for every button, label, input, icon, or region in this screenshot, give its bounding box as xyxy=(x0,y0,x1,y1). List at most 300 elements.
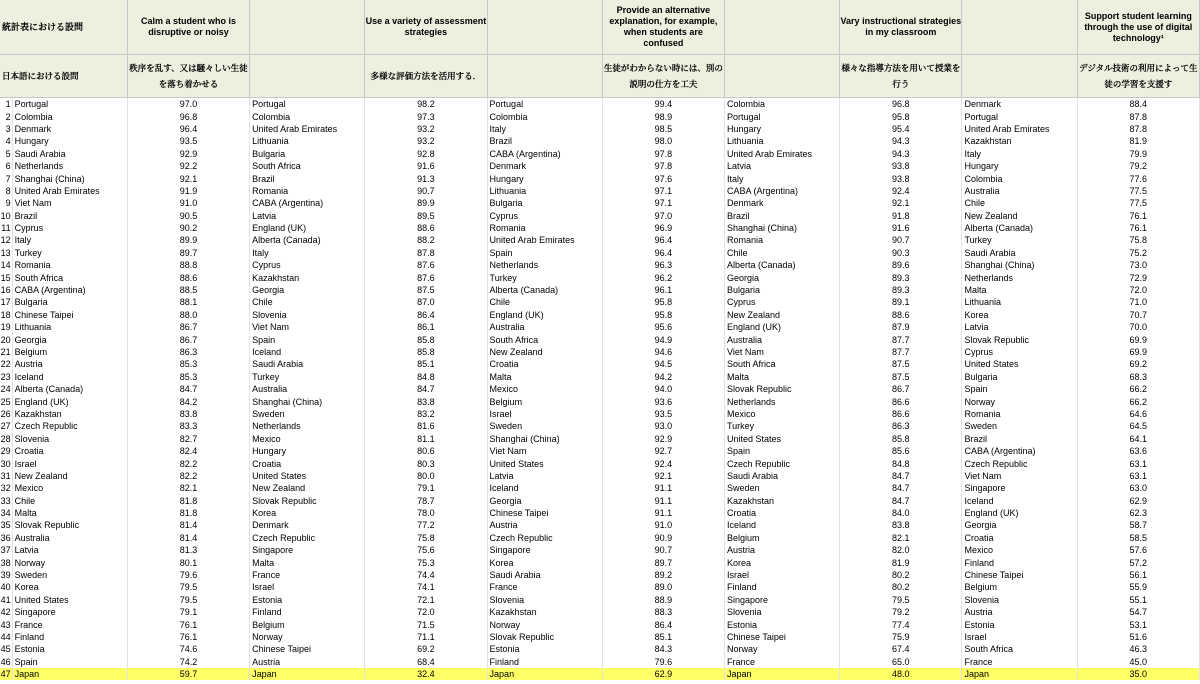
country-cell: Italy xyxy=(487,123,602,135)
percentage-cell: 84.7 xyxy=(365,383,487,395)
table-row xyxy=(0,110,1200,122)
percentage-cell: 89.7 xyxy=(127,247,249,259)
rank-number: 3 xyxy=(0,123,12,135)
country-cell: Turkey xyxy=(962,234,1077,246)
country-cell: Austria xyxy=(487,519,602,531)
country-cell: Colombia xyxy=(487,110,602,122)
table-row xyxy=(0,433,1200,445)
percentage-cell: 91.1 xyxy=(602,495,724,507)
percentage-cell: 68.3 xyxy=(1077,371,1199,383)
country-cell: United Arab Emirates xyxy=(487,234,602,246)
country-cell: Slovak Republic xyxy=(487,631,602,643)
percentage-cell: 89.1 xyxy=(840,296,962,308)
table-row xyxy=(0,383,1200,395)
percentage-cell: 97.6 xyxy=(602,172,724,184)
percentage-cell: 80.1 xyxy=(127,556,249,568)
percentage-cell: 96.4 xyxy=(602,234,724,246)
percentage-cell: 54.7 xyxy=(1077,606,1199,618)
percentage-cell: 96.8 xyxy=(127,110,249,122)
percentage-cell: 81.6 xyxy=(365,420,487,432)
country-cell: United Arab Emirates xyxy=(250,123,365,135)
percentage-cell: 85.1 xyxy=(602,631,724,643)
country-cell: Iceland xyxy=(250,346,365,358)
percentage-cell: 79.5 xyxy=(127,594,249,606)
country-cell: Kazakhstan xyxy=(487,606,602,618)
rank-number: 44 xyxy=(0,631,11,642)
percentage-cell: 66.2 xyxy=(1077,383,1199,395)
country-cell: Korea xyxy=(487,556,602,568)
country-cell: Alberta (Canada) xyxy=(250,234,365,246)
country-cell: Spain xyxy=(487,247,602,259)
country-cell: Malta xyxy=(962,284,1077,296)
percentage-cell: 93.5 xyxy=(602,408,724,420)
percentage-cell: 86.3 xyxy=(840,420,962,432)
rank-number: 41 xyxy=(0,594,11,605)
rank-number: 2 xyxy=(0,110,12,122)
table-row xyxy=(0,482,1200,494)
country-cell: Kazakhstan xyxy=(12,408,127,420)
header-assessment-en: Use a variety of assessment strategies xyxy=(365,0,487,55)
table-row xyxy=(0,247,1200,259)
percentage-cell: 62.9 xyxy=(602,668,724,680)
percentage-cell: 98.9 xyxy=(602,110,724,122)
percentage-cell: 90.7 xyxy=(840,234,962,246)
country-cell: Iceland xyxy=(487,482,602,494)
percentage-cell: 88.6 xyxy=(365,222,487,234)
rank-number: 17 xyxy=(0,297,11,308)
percentage-cell: 86.7 xyxy=(840,383,962,395)
percentage-cell: 92.4 xyxy=(602,457,724,469)
country-cell: Romania xyxy=(725,234,840,246)
country-cell: Singapore xyxy=(725,594,840,606)
country-cell: Viet Nam xyxy=(487,445,602,457)
percentage-cell: 78.0 xyxy=(365,507,487,519)
percentage-cell: 92.4 xyxy=(840,185,962,197)
header-alternative-explanation-ja: 生徒がわからない時には、別の説明の仕方を工夫 xyxy=(602,55,724,98)
percentage-cell: 92.1 xyxy=(840,197,962,209)
country-cell: Sweden xyxy=(962,420,1077,432)
table-row xyxy=(0,271,1200,283)
rank-number: 34 xyxy=(0,508,11,519)
country-cell: Czech Republic xyxy=(962,457,1077,469)
rank-number: 5 xyxy=(0,148,12,160)
country-cell: Spain xyxy=(250,333,365,345)
percentage-cell: 79.2 xyxy=(1077,160,1199,172)
table-row xyxy=(0,371,1200,383)
country-cell: Turkey xyxy=(250,371,365,383)
rank-number: 28 xyxy=(0,433,11,444)
rank-number: 14 xyxy=(0,260,11,271)
country-cell: Malta xyxy=(250,556,365,568)
country-cell: Chile xyxy=(962,197,1077,209)
country-cell: Lithuania xyxy=(487,185,602,197)
country-cell: CABA (Argentina) xyxy=(962,445,1077,457)
country-cell: England (UK) xyxy=(487,309,602,321)
rank-number: 9 xyxy=(0,197,12,209)
country-cell: Romania xyxy=(12,259,127,271)
country-cell: England (UK) xyxy=(725,321,840,333)
country-cell: Australia xyxy=(250,383,365,395)
country-cell: Malta xyxy=(725,371,840,383)
percentage-cell: 81.1 xyxy=(365,433,487,445)
rank-number: 20 xyxy=(0,334,11,345)
country-cell: Iceland xyxy=(725,519,840,531)
percentage-cell: 62.9 xyxy=(1077,495,1199,507)
percentage-cell: 94.3 xyxy=(840,135,962,147)
rank-number: 25 xyxy=(0,396,11,407)
country-cell: Latvia xyxy=(250,210,365,222)
percentage-cell: 77.6 xyxy=(1077,172,1199,184)
table-row-highlighted xyxy=(0,668,1200,680)
country-cell: Norway xyxy=(725,643,840,655)
rank-number: 8 xyxy=(0,185,12,197)
percentage-cell: 91.0 xyxy=(127,197,249,209)
table-row xyxy=(0,643,1200,655)
percentage-cell: 57.2 xyxy=(1077,556,1199,568)
country-cell: Hungary xyxy=(12,135,127,147)
percentage-cell: 77.5 xyxy=(1077,197,1199,209)
country-cell: Italy xyxy=(12,234,127,246)
rank-number: 26 xyxy=(0,408,11,419)
percentage-cell: 93.2 xyxy=(365,135,487,147)
percentage-cell: 96.4 xyxy=(127,123,249,135)
country-cell: Australia xyxy=(962,185,1077,197)
percentage-cell: 94.0 xyxy=(602,383,724,395)
country-cell: Portugal xyxy=(725,110,840,122)
country-cell: Lithuania xyxy=(962,296,1077,308)
country-cell: Iceland xyxy=(962,495,1077,507)
percentage-cell: 46.3 xyxy=(1077,643,1199,655)
country-cell: Kazakhstan xyxy=(962,135,1077,147)
percentage-cell: 89.0 xyxy=(602,581,724,593)
percentage-cell: 91.0 xyxy=(602,519,724,531)
country-cell: Viet Nam xyxy=(250,321,365,333)
country-cell: Japan xyxy=(250,668,365,680)
country-cell: England (UK) xyxy=(962,507,1077,519)
country-cell: Chinese Taipei xyxy=(725,631,840,643)
table-row xyxy=(0,321,1200,333)
percentage-cell: 48.0 xyxy=(840,668,962,680)
country-cell: Cyprus xyxy=(725,296,840,308)
percentage-cell: 79.2 xyxy=(840,606,962,618)
rank-number: 42 xyxy=(0,607,11,618)
rank-number: 47 xyxy=(0,669,11,680)
country-cell: Chile xyxy=(12,495,127,507)
percentage-cell: 86.4 xyxy=(365,309,487,321)
percentage-cell: 86.7 xyxy=(127,321,249,333)
percentage-cell: 75.8 xyxy=(365,532,487,544)
table-row xyxy=(0,606,1200,618)
country-cell: Bulgaria xyxy=(725,284,840,296)
rank-number: 27 xyxy=(0,421,11,432)
percentage-cell: 57.6 xyxy=(1077,544,1199,556)
percentage-cell: 81.3 xyxy=(127,544,249,556)
country-cell: Viet Nam xyxy=(12,197,127,209)
country-cell: Japan xyxy=(962,668,1077,680)
header-assessment-ja: 多様な評価方法を活用する． xyxy=(365,55,487,98)
percentage-cell: 81.4 xyxy=(127,532,249,544)
country-cell: Italy xyxy=(725,172,840,184)
table-row xyxy=(0,656,1200,668)
rank-number: 31 xyxy=(0,470,11,481)
percentage-cell: 81.9 xyxy=(840,556,962,568)
country-cell: Israel xyxy=(725,569,840,581)
percentage-cell: 45.0 xyxy=(1077,656,1199,668)
country-cell: France xyxy=(12,618,127,630)
percentage-cell: 77.4 xyxy=(840,618,962,630)
country-cell: Turkey xyxy=(12,247,127,259)
percentage-cell: 83.3 xyxy=(127,420,249,432)
rank-number: 45 xyxy=(0,644,11,655)
country-cell: South Africa xyxy=(12,271,127,283)
country-cell: United States xyxy=(250,470,365,482)
country-cell: Czech Republic xyxy=(487,532,602,544)
country-cell: Finland xyxy=(250,606,365,618)
header-label-japanese: 日本語における設問 xyxy=(0,55,127,98)
country-cell: Korea xyxy=(250,507,365,519)
percentage-cell: 62.3 xyxy=(1077,507,1199,519)
percentage-cell: 65.0 xyxy=(840,656,962,668)
table-row xyxy=(0,135,1200,147)
country-cell: Netherlands xyxy=(725,395,840,407)
country-cell: Slovak Republic xyxy=(962,333,1077,345)
percentage-cell: 88.3 xyxy=(602,606,724,618)
country-cell: Shanghai (China) xyxy=(250,395,365,407)
percentage-cell: 98.2 xyxy=(365,98,487,111)
percentage-cell: 87.5 xyxy=(840,371,962,383)
country-cell: Saudi Arabia xyxy=(962,247,1077,259)
percentage-cell: 96.8 xyxy=(840,98,962,111)
percentage-cell: 86.4 xyxy=(602,618,724,630)
country-cell: Hungary xyxy=(725,123,840,135)
country-cell: Malta xyxy=(487,371,602,383)
header-calm-student-ja: 秩序を乱す、又は騒々しい生徒を落ち着かせる xyxy=(127,55,249,98)
country-cell: Shanghai (China) xyxy=(962,259,1077,271)
country-cell: Czech Republic xyxy=(12,420,127,432)
country-cell: Chile xyxy=(487,296,602,308)
percentage-cell: 99.4 xyxy=(602,98,724,111)
country-cell: Japan xyxy=(725,668,840,680)
country-cell: Denmark xyxy=(12,123,127,135)
country-cell: Austria xyxy=(250,656,365,668)
country-cell: Turkey xyxy=(487,271,602,283)
country-cell: France xyxy=(487,581,602,593)
percentage-cell: 87.7 xyxy=(840,333,962,345)
country-cell: Finland xyxy=(962,556,1077,568)
country-cell: Cyprus xyxy=(962,346,1077,358)
percentage-cell: 80.3 xyxy=(365,457,487,469)
percentage-cell: 92.9 xyxy=(602,433,724,445)
country-cell: Belgium xyxy=(725,532,840,544)
table-row xyxy=(0,569,1200,581)
country-cell: Czech Republic xyxy=(725,457,840,469)
table-row xyxy=(0,284,1200,296)
country-cell: Czech Republic xyxy=(250,532,365,544)
country-cell: Mexico xyxy=(962,544,1077,556)
percentage-cell: 88.6 xyxy=(127,271,249,283)
percentage-cell: 74.4 xyxy=(365,569,487,581)
country-cell: Malta xyxy=(12,507,127,519)
country-cell: New Zealand xyxy=(250,482,365,494)
percentage-cell: 92.9 xyxy=(127,148,249,160)
rank-number: 30 xyxy=(0,458,11,469)
country-cell: Mexico xyxy=(725,408,840,420)
country-cell: Korea xyxy=(725,556,840,568)
country-cell: Hungary xyxy=(250,445,365,457)
country-cell: Estonia xyxy=(250,594,365,606)
country-cell: Portugal xyxy=(962,110,1077,122)
percentage-cell: 96.1 xyxy=(602,284,724,296)
country-cell: Latvia xyxy=(962,321,1077,333)
percentage-cell: 92.1 xyxy=(127,172,249,184)
percentage-cell: 84.7 xyxy=(840,470,962,482)
country-cell: Norway xyxy=(12,556,127,568)
percentage-cell: 76.1 xyxy=(1077,222,1199,234)
country-cell: CABA (Argentina) xyxy=(487,148,602,160)
percentage-cell: 85.8 xyxy=(365,333,487,345)
country-cell: Norway xyxy=(250,631,365,643)
country-cell: Cyprus xyxy=(487,210,602,222)
country-cell: New Zealand xyxy=(487,346,602,358)
country-cell: Saudi Arabia xyxy=(487,569,602,581)
country-cell: Netherlands xyxy=(250,420,365,432)
percentage-cell: 91.1 xyxy=(602,507,724,519)
percentage-cell: 87.6 xyxy=(365,259,487,271)
country-cell: France xyxy=(962,656,1077,668)
country-cell: New Zealand xyxy=(725,309,840,321)
country-cell: Slovak Republic xyxy=(12,519,127,531)
percentage-cell: 82.4 xyxy=(127,445,249,457)
percentage-cell: 88.0 xyxy=(127,309,249,321)
country-cell: Slovenia xyxy=(962,594,1077,606)
percentage-cell: 84.8 xyxy=(840,457,962,469)
country-cell: Lithuania xyxy=(250,135,365,147)
table-row xyxy=(0,172,1200,184)
country-cell: Chinese Taipei xyxy=(250,643,365,655)
table-row xyxy=(0,594,1200,606)
percentage-cell: 95.8 xyxy=(602,296,724,308)
rank-number: 1 xyxy=(0,98,12,111)
percentage-cell: 71.0 xyxy=(1077,296,1199,308)
table-row xyxy=(0,445,1200,457)
country-cell: Colombia xyxy=(725,98,840,111)
header-label-english: 統計表における設問 xyxy=(0,0,127,55)
percentage-cell: 83.8 xyxy=(365,395,487,407)
percentage-cell: 72.0 xyxy=(365,606,487,618)
rank-number: 18 xyxy=(0,309,11,320)
percentage-cell: 88.5 xyxy=(127,284,249,296)
percentage-cell: 75.6 xyxy=(365,544,487,556)
country-cell: Bulgaria xyxy=(250,148,365,160)
country-cell: Israel xyxy=(250,581,365,593)
percentage-cell: 90.5 xyxy=(127,210,249,222)
percentage-cell: 89.3 xyxy=(840,271,962,283)
country-cell: Alberta (Canada) xyxy=(962,222,1077,234)
country-cell: Alberta (Canada) xyxy=(12,383,127,395)
percentage-cell: 32.4 xyxy=(365,668,487,680)
country-cell: South Africa xyxy=(962,643,1077,655)
percentage-cell: 91.9 xyxy=(127,185,249,197)
country-cell: New Zealand xyxy=(962,210,1077,222)
rank-number: 40 xyxy=(0,582,11,593)
country-cell: Cyprus xyxy=(12,222,127,234)
country-cell: Viet Nam xyxy=(725,346,840,358)
percentage-cell: 66.2 xyxy=(1077,395,1199,407)
country-cell: Croatia xyxy=(12,445,127,457)
percentage-cell: 89.3 xyxy=(840,284,962,296)
country-cell: Colombia xyxy=(12,110,127,122)
country-cell: Latvia xyxy=(487,470,602,482)
country-cell: Croatia xyxy=(250,457,365,469)
rank-number: 46 xyxy=(0,656,11,667)
percentage-cell: 84.7 xyxy=(840,495,962,507)
country-cell: Chile xyxy=(250,296,365,308)
percentage-cell: 79.9 xyxy=(1077,148,1199,160)
country-cell: Korea xyxy=(962,309,1077,321)
country-cell: Sweden xyxy=(250,408,365,420)
percentage-cell: 84.0 xyxy=(840,507,962,519)
table-row xyxy=(0,581,1200,593)
percentage-cell: 84.3 xyxy=(602,643,724,655)
percentage-cell: 80.6 xyxy=(365,445,487,457)
percentage-cell: 96.2 xyxy=(602,271,724,283)
country-cell: South Africa xyxy=(725,358,840,370)
country-cell: Denmark xyxy=(962,98,1077,111)
country-cell: Lithuania xyxy=(725,135,840,147)
percentage-cell: 72.0 xyxy=(1077,284,1199,296)
rank-number: 37 xyxy=(0,545,11,556)
percentage-cell: 53.1 xyxy=(1077,618,1199,630)
table-row xyxy=(0,210,1200,222)
country-cell: England (UK) xyxy=(12,395,127,407)
country-cell: Slovak Republic xyxy=(725,383,840,395)
percentage-cell: 75.9 xyxy=(840,631,962,643)
country-cell: Sweden xyxy=(487,420,602,432)
country-cell: Brazil xyxy=(487,135,602,147)
country-cell: Denmark xyxy=(487,160,602,172)
percentage-cell: 90.3 xyxy=(840,247,962,259)
percentage-cell: 69.2 xyxy=(1077,358,1199,370)
percentage-cell: 86.1 xyxy=(365,321,487,333)
percentage-cell: 94.5 xyxy=(602,358,724,370)
percentage-cell: 92.1 xyxy=(602,470,724,482)
percentage-cell: 88.8 xyxy=(127,259,249,271)
table-row xyxy=(0,532,1200,544)
country-cell: Mexico xyxy=(250,433,365,445)
percentage-cell: 69.2 xyxy=(365,643,487,655)
percentage-cell: 85.3 xyxy=(127,371,249,383)
percentage-cell: 87.6 xyxy=(365,271,487,283)
percentage-cell: 95.8 xyxy=(602,309,724,321)
country-cell: CABA (Argentina) xyxy=(12,284,127,296)
percentage-cell: 95.6 xyxy=(602,321,724,333)
percentage-cell: 90.7 xyxy=(365,185,487,197)
percentage-cell: 97.8 xyxy=(602,160,724,172)
rank-number: 4 xyxy=(0,135,12,147)
country-cell: Austria xyxy=(12,358,127,370)
country-cell: Spain xyxy=(962,383,1077,395)
percentage-cell: 91.1 xyxy=(602,482,724,494)
country-cell: Singapore xyxy=(250,544,365,556)
country-cell: England (UK) xyxy=(250,222,365,234)
percentage-cell: 82.0 xyxy=(840,544,962,556)
percentage-cell: 93.2 xyxy=(365,123,487,135)
percentage-cell: 88.1 xyxy=(127,296,249,308)
country-cell: Georgia xyxy=(250,284,365,296)
country-cell: Belgium xyxy=(12,346,127,358)
rank-number: 15 xyxy=(0,272,11,283)
country-cell: France xyxy=(250,569,365,581)
